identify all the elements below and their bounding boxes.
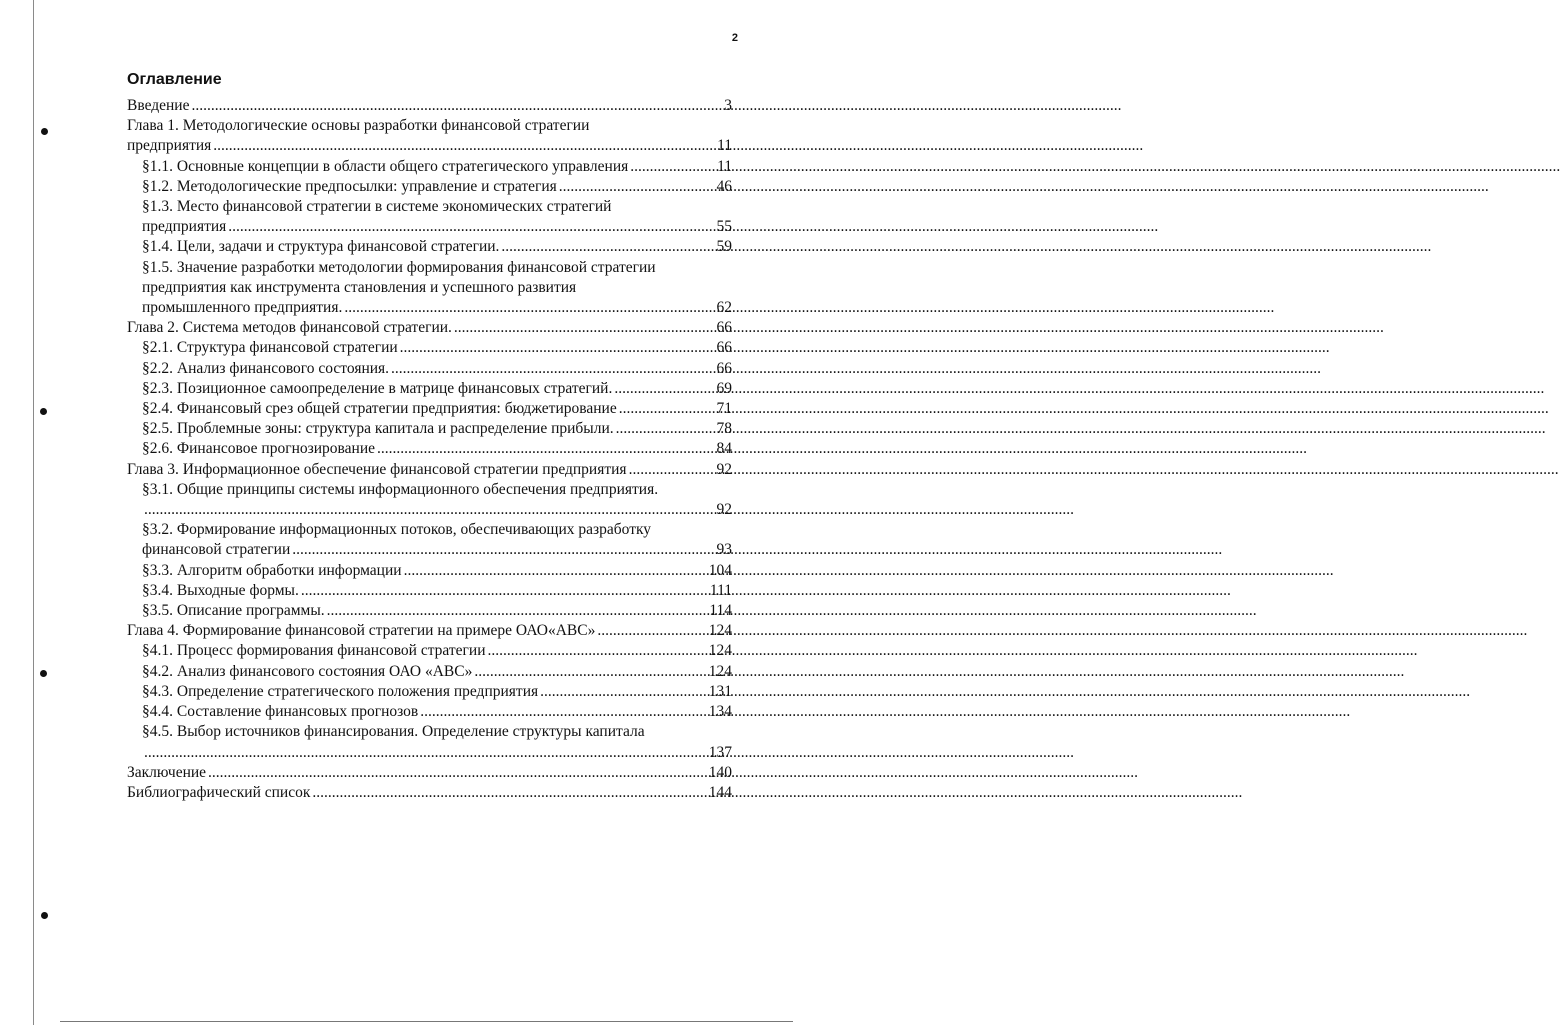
entry-page: 124 xyxy=(708,622,732,640)
entry-page: 46 xyxy=(716,177,732,195)
dot-leader xyxy=(454,318,715,338)
dot-leader xyxy=(400,338,715,358)
dot-leader xyxy=(144,743,707,763)
dot-leader xyxy=(391,359,714,379)
entry-title: §1.2. Методологические предпосылки: управление и стратегия xyxy=(142,177,557,195)
toc-entry-section-1-2[interactable] xyxy=(127,177,732,197)
entry-title: §2.5. Проблемные зоны: структура капитала и распределение прибыли. xyxy=(142,420,614,438)
toc-entry-section-2-2[interactable] xyxy=(127,359,732,379)
dot-leader xyxy=(344,298,714,318)
entry-title: §1.1. Основные концепции в области общего стратегического управления xyxy=(142,157,629,175)
entry-title: §4.3. Определение стратегического положения предприятия xyxy=(142,682,539,700)
dot-leader xyxy=(488,641,707,661)
dot-leader xyxy=(597,621,706,641)
entry-page: 69 xyxy=(716,379,732,397)
toc-entry-section-3-4[interactable] xyxy=(127,581,732,601)
margin-dot-icon xyxy=(40,408,47,415)
entry-page: 137 xyxy=(708,743,732,761)
entry-title: §2.2. Анализ финансового состояния. xyxy=(142,359,390,377)
entry-page: 93 xyxy=(716,541,732,559)
dot-leader xyxy=(501,237,714,257)
entry-page: 66 xyxy=(716,339,732,357)
entry-title-cont: предприятия xyxy=(142,218,227,236)
entry-title: §3.4. Выходные формы. xyxy=(142,581,299,599)
entry-page: 84 xyxy=(716,440,732,458)
entry-title: §3.2. Формирование информационных потоков, обеспечивающих разработку xyxy=(142,521,652,539)
entry-page: 55 xyxy=(716,218,732,236)
toc-entry-section-2-5[interactable] xyxy=(127,419,732,439)
entry-page: 144 xyxy=(708,783,732,801)
entry-title: §4.5. Выбор источников финансирования. Определение структуры капитала xyxy=(142,723,645,741)
entry-page: 66 xyxy=(716,319,732,337)
dot-leader xyxy=(474,662,706,682)
entry-title: §1.3. Место финансовой стратегии в системе экономических стратегий xyxy=(142,198,612,216)
entry-title: §2.3. Позиционное самоопределение в матрице финансовых стратегий. xyxy=(142,379,613,397)
toc-entry-section-4-3[interactable] xyxy=(127,682,732,702)
entry-title: Глава 4. Формирование финансовой стратегии на примере ОАО«АВС» xyxy=(127,622,596,640)
margin-dot-icon xyxy=(41,912,48,919)
scan-edge-left xyxy=(33,0,34,1025)
toc-entry-section-2-6[interactable] xyxy=(127,439,732,459)
dot-leader xyxy=(616,419,715,439)
dot-leader xyxy=(630,157,715,177)
entry-title: Введение xyxy=(127,97,190,114)
entry-page: 140 xyxy=(708,763,732,781)
toc-entry-section-1-1[interactable] xyxy=(127,157,732,177)
toc-entry-section-4-5[interactable] xyxy=(127,722,732,762)
toc-entry-section-2-1[interactable] xyxy=(127,338,732,358)
toc-entry-section-4-2[interactable] xyxy=(127,662,732,682)
dot-leader xyxy=(619,399,715,419)
dot-leader xyxy=(377,439,715,459)
entry-page: 66 xyxy=(716,359,732,377)
dot-leader xyxy=(420,702,707,722)
dot-leader xyxy=(629,460,715,480)
dot-leader xyxy=(144,500,715,520)
dot-leader xyxy=(301,581,708,601)
entry-title-cont: промышленного предприятия. xyxy=(142,299,343,317)
entry-title-cont: предприятия как инструмента становления и успешного развития xyxy=(142,278,577,296)
entry-title: §4.2. Анализ финансового состояния ОАО «АВС» xyxy=(142,662,473,680)
toc-entry-chapter-2[interactable] xyxy=(127,318,732,338)
entry-title: §2.6. Финансовое прогнозирование xyxy=(142,440,375,458)
entry-page: 92 xyxy=(716,501,732,519)
dot-leader xyxy=(614,379,714,399)
toc-entry-section-4-4[interactable] xyxy=(127,702,732,722)
dot-leader xyxy=(228,217,714,237)
toc-entry-section-3-3[interactable] xyxy=(127,561,732,581)
toc-entry-section-3-1[interactable] xyxy=(127,480,732,520)
entry-page: 11 xyxy=(717,157,732,175)
entry-title: §1.5. Значение разработки методологии формирования финансовой стратегии xyxy=(142,258,656,276)
entry-title: §2.4. Финансовый срез общей стратегии предприятия: бюджетирование xyxy=(142,400,617,418)
dot-leader xyxy=(292,540,714,560)
entry-page: 124 xyxy=(708,662,732,680)
entry-page: 3 xyxy=(724,97,732,114)
toc-entry-section-2-3[interactable] xyxy=(127,379,732,399)
toc-entry-section-1-4[interactable] xyxy=(127,237,732,257)
dot-leader xyxy=(312,783,706,803)
page-number: 2 xyxy=(731,32,738,44)
entry-title: §4.1. Процесс формирования финансовой стратегии xyxy=(142,642,486,660)
entry-page: 104 xyxy=(708,561,732,579)
toc-entry-section-4-1[interactable] xyxy=(127,641,732,661)
toc-entry-bibliography[interactable] xyxy=(127,783,732,803)
entry-page: 71 xyxy=(716,400,732,418)
entry-page: 92 xyxy=(716,460,732,478)
dot-leader xyxy=(540,682,707,702)
toc-entry-section-3-5[interactable] xyxy=(127,601,732,621)
entry-page: 131 xyxy=(708,682,732,700)
entry-title: Библиографический список xyxy=(127,783,311,801)
entry-title-cont: предприятия xyxy=(127,137,212,155)
toc-entry-conclusion[interactable] xyxy=(127,763,732,783)
entry-title: Глава 1. Методологические основы разработки финансовой стратегии xyxy=(127,117,590,135)
entry-page: 111 xyxy=(709,581,732,599)
toc-entry-section-1-3[interactable] xyxy=(127,197,732,237)
entry-page: 11 xyxy=(717,137,732,155)
entry-title: Заключение xyxy=(127,763,207,781)
dot-leader xyxy=(559,177,715,197)
entry-title: §2.1. Структура финансовой стратегии xyxy=(142,339,398,357)
dot-leader xyxy=(404,561,707,581)
entry-title: §3.3. Алгоритм обработки информации xyxy=(142,561,402,579)
toc-entry-section-3-2[interactable] xyxy=(127,520,732,560)
entry-title: Глава 2. Система методов финансовой стратегии. xyxy=(127,319,452,337)
dot-leader xyxy=(213,136,715,156)
dot-leader xyxy=(208,763,707,783)
toc-entry-chapter-3[interactable] xyxy=(127,460,732,480)
entry-title: §3.5. Описание программы. xyxy=(142,602,325,620)
toc-entry-section-2-4[interactable] xyxy=(127,399,732,419)
toc-entry-chapter-4[interactable] xyxy=(127,621,732,641)
entry-title: §1.4. Цели, задачи и структура финансовой стратегии. xyxy=(142,238,500,256)
entry-page: 124 xyxy=(708,642,732,660)
entry-title: Глава 3. Информационное обеспечение финансовой стратегии предприятия xyxy=(127,460,627,478)
entry-page: 134 xyxy=(708,703,732,721)
entry-title: §3.1. Общие принципы системы информационного обеспечения предприятия. xyxy=(142,480,659,498)
entry-page: 114 xyxy=(709,602,732,620)
toc-entry-introduction[interactable] xyxy=(127,96,732,116)
entry-title-cont: финансовой стратегии xyxy=(142,541,291,559)
entry-page: 78 xyxy=(716,420,732,438)
margin-dot-icon xyxy=(41,128,48,135)
table-of-contents xyxy=(127,96,732,803)
dot-leader xyxy=(327,601,708,621)
entry-page: 62 xyxy=(716,299,732,317)
toc-entry-chapter-1[interactable] xyxy=(127,116,732,156)
entry-title: §4.4. Составление финансовых прогнозов xyxy=(142,703,419,721)
scan-edge-bottom xyxy=(60,1021,793,1022)
toc-entry-section-1-5[interactable] xyxy=(127,258,732,319)
dot-leader xyxy=(191,96,722,116)
margin-dot-icon xyxy=(40,670,47,677)
entry-page: 59 xyxy=(716,238,732,256)
toc-title: Оглавление xyxy=(127,71,222,88)
